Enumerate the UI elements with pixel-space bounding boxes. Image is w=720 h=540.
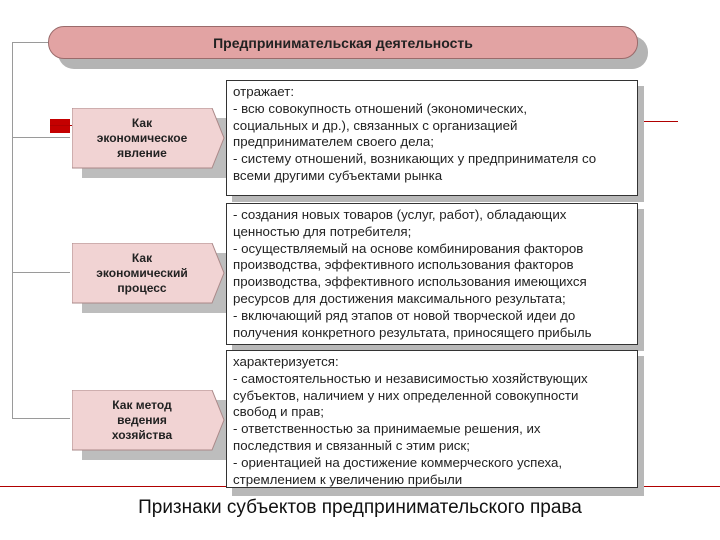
category-tag-2 [72, 243, 232, 303]
description-line: социальных и др.), связанных с организацией [233, 117, 518, 133]
description-box-1 [226, 80, 638, 196]
description-line: ценностью для потребителя; [233, 223, 412, 239]
description-line: субъектов, наличием у них определенной совокупности [233, 387, 579, 403]
category-label-3: Как метод ведения хозяйства [111, 397, 173, 442]
diagram-title: Предпринимательская деятельность [48, 26, 638, 59]
description-line: отражает: [233, 84, 295, 99]
slide-accent-mark [50, 119, 70, 133]
category-tag-3 [72, 390, 232, 450]
description-box-3 [226, 350, 638, 488]
connector-branch-2 [12, 137, 70, 138]
description-line: - создания новых товаров (услуг, работ), обладающих [233, 207, 567, 222]
description-line: - всю совокупность отношений (экономических, [233, 100, 528, 116]
description-line: последствия и связанный с этим риск; [233, 437, 470, 453]
category-tag-1 [72, 108, 232, 168]
description-line: стремлением к увеличению прибыли [233, 471, 463, 487]
category-label-2: Как экономический процесс [96, 250, 188, 295]
description-line: - включающий ряд этапов от новой творческой идеи до [233, 307, 576, 323]
slide-rule-right [638, 121, 678, 122]
category-label-1: Как экономическое явление [96, 115, 188, 160]
description-line: предпринимателем своего дела; [233, 134, 434, 150]
description-box-2 [226, 203, 638, 345]
description-line: производства, эффективного использования имеющихся [233, 274, 587, 290]
description-line: характеризуется: [233, 354, 339, 369]
description-line: - самостоятельностью и независимостью хозяйствующих [233, 370, 588, 386]
description-line: всеми другими субъектами рынка [233, 167, 443, 183]
connector-branch-1 [12, 42, 48, 43]
connector-trunk [12, 42, 13, 418]
description-line: - осуществляемый на основе комбинирования факторов [233, 240, 584, 256]
description-line: свобод и прав; [233, 404, 325, 420]
description-line: - ответственностью за принимаемые решения, их [233, 421, 541, 437]
description-line: получения конкретного результата, приносящего прибыль [233, 324, 592, 340]
description-line: - систему отношений, возникающих у предпринимателя со [233, 151, 597, 167]
description-line: - ориентацией на достижение коммерческого успеха, [233, 454, 563, 470]
description-line: ресурсов для достижения максимального результата; [233, 290, 566, 306]
connector-branch-4 [12, 418, 70, 419]
connector-branch-3 [12, 272, 70, 273]
description-line: производства, эффективного использования факторов [233, 257, 574, 273]
slide-caption: Признаки субъектов предпринимательского права [138, 497, 582, 518]
